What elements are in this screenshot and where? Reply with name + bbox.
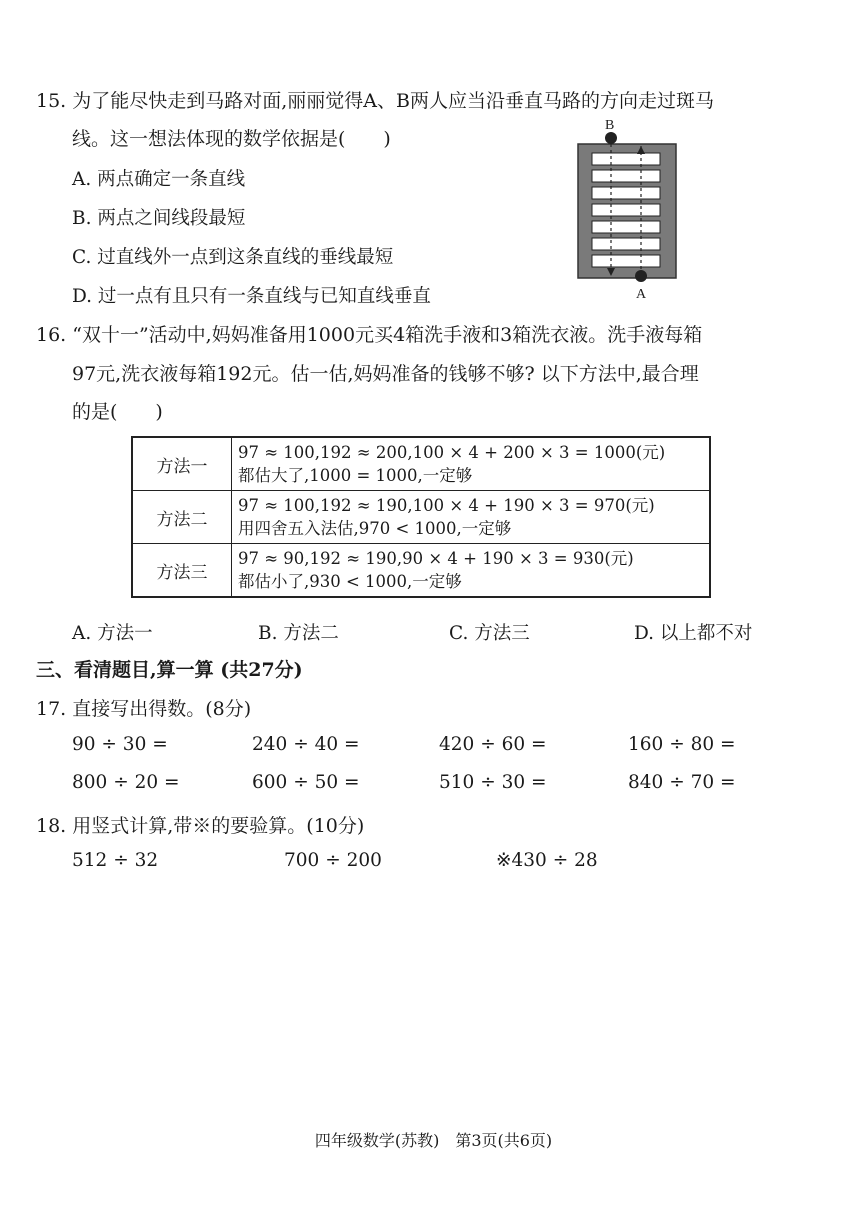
q16-option-d: D. 以上都不对 <box>634 623 753 644</box>
written-calc-item: 512 ÷ 32 <box>72 850 159 871</box>
method-calc: 97 ≈ 100,192 ≈ 200,100 × 4 + 200 × 3 = 1000(元) <box>238 443 666 462</box>
oral-calc-item: 90 ÷ 30 = <box>72 734 168 755</box>
zebra-stripes <box>592 153 660 267</box>
written-calc-item: ※430 ÷ 28 <box>496 850 598 871</box>
method-calc: 97 ≈ 90,192 ≈ 190,90 × 4 + 190 × 3 = 930(元) <box>238 549 634 568</box>
table-row <box>132 437 710 491</box>
q16-option-a: A. 方法一 <box>72 623 153 644</box>
method-calc: 97 ≈ 100,192 ≈ 190,100 × 4 + 190 × 3 = 970(元) <box>238 496 655 515</box>
oral-calc-item: 160 ÷ 80 = <box>628 734 736 755</box>
q15-option-b: B. 两点之间线段最短 <box>72 208 246 229</box>
written-calc-item: 700 ÷ 200 <box>284 850 382 871</box>
methods-table <box>131 436 711 598</box>
table-row <box>132 544 710 598</box>
q18-title: 18. 用竖式计算,带※的要验算。(10分) <box>36 815 365 837</box>
q16-option-b: B. 方法二 <box>258 623 339 644</box>
q15-option-c: C. 过直线外一点到这条直线的垂线最短 <box>72 247 394 268</box>
q15-stem-line1: 15. 为了能尽快走到马路对面,丽丽觉得A、B两人应当沿垂直马路的方向走过斑马 <box>36 90 714 112</box>
page-footer: 四年级数学(苏教) 第3页(共6页) <box>314 1131 553 1150</box>
table-row <box>132 491 710 544</box>
q15-option-a: A. 两点确定一条直线 <box>72 169 246 190</box>
oral-calc-item: 840 ÷ 70 = <box>628 772 736 793</box>
oral-calc-item: 800 ÷ 20 = <box>72 772 180 793</box>
method-note: 都估大了,1000 = 1000,一定够 <box>238 466 473 485</box>
method-name: 方法二 <box>132 491 232 544</box>
q16-stem-line1: 16. “双十一”活动中,妈妈准备用1000元买4箱洗手液和3箱洗衣液。洗手液每箱 <box>36 324 703 346</box>
oral-calc-item: 510 ÷ 30 = <box>439 772 547 793</box>
method-note: 用四舍五入法估,970 < 1000,一定够 <box>238 519 512 538</box>
q17-title: 17. 直接写出得数。(8分) <box>36 698 252 720</box>
method-name: 方法一 <box>132 437 232 491</box>
q16-option-c: C. 方法三 <box>449 623 530 644</box>
q15-stem-line2: 线。这一想法体现的数学依据是( ) <box>72 128 391 150</box>
method-name: 方法三 <box>132 544 232 598</box>
q16-stem-line3: 的是( ) <box>72 401 163 423</box>
crosswalk-figure <box>572 116 682 302</box>
q16-stem-line2: 97元,洗衣液每箱192元。估一估,妈妈准备的钱够不够? 以下方法中,最合理 <box>72 363 699 385</box>
point-a <box>635 270 647 282</box>
q15-option-d: D. 过一点有且只有一条直线与已知直线垂直 <box>72 286 431 307</box>
label-a: A <box>636 287 647 302</box>
oral-calc-item: 240 ÷ 40 = <box>252 734 360 755</box>
label-b: B <box>605 118 615 133</box>
point-b <box>605 132 617 144</box>
method-note: 都估小了,930 < 1000,一定够 <box>238 572 462 591</box>
oral-calc-item: 420 ÷ 60 = <box>439 734 547 755</box>
oral-calc-item: 600 ÷ 50 = <box>252 772 360 793</box>
section-heading: 三、看清题目,算一算 (共27分) <box>36 659 303 681</box>
